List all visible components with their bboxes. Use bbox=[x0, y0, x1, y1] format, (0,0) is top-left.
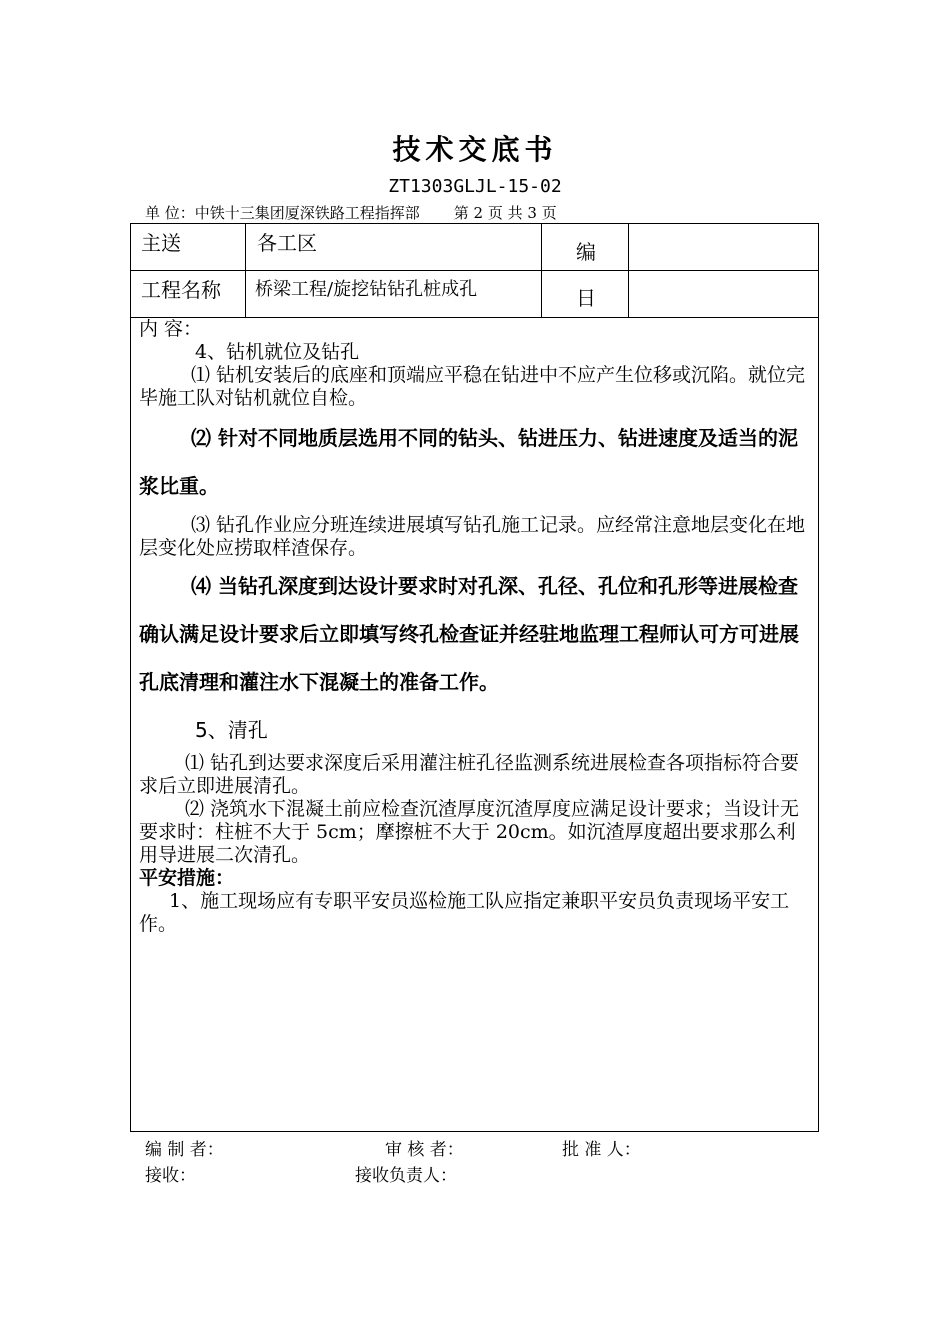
row-divider bbox=[131, 270, 818, 271]
paragraph: ⑵ 针对不同地质层选用不同的钻头、钻进压力、钻进速度及适当的泥浆比重。 bbox=[139, 426, 798, 498]
paragraph: ⑵ 浇筑水下混凝土前应检查沉渣厚度沉渣厚度应满足设计要求；当设计无要求时：柱桩不大于 5cm；摩擦桩不大于 20cm。如沉渣厚度超出要求那么利用导进展二次清孔。 bbox=[139, 798, 800, 866]
document-number: ZT1303GLJL-15-02 bbox=[388, 176, 562, 197]
paragraph: ⑴ 钻机安装后的底座和顶端应平稳在钻进中不应产生位移或沉陷。就位完毕施工队对钻机就位自检。 bbox=[139, 364, 806, 409]
document-title: 技术交底书 bbox=[392, 133, 558, 166]
receiver-lead-label: 接收负责人： bbox=[355, 1166, 457, 1186]
send-to-value: 各工区 bbox=[257, 231, 317, 255]
column-divider bbox=[541, 224, 542, 317]
disclosure-form bbox=[130, 223, 819, 1132]
paragraph: ⑷ 当钻孔深度到达设计要求时对孔深、孔径、孔位和孔形等进展检查确认满足设计要求后立即填写终孔检查证并经驻地监理工程师认可方可进展孔底清理和灌注水下混凝土的准备工作。 bbox=[139, 574, 799, 694]
number-label: 编 bbox=[576, 240, 596, 264]
project-name-label: 工程名称 bbox=[141, 278, 221, 302]
column-divider bbox=[628, 224, 629, 317]
column-divider bbox=[245, 224, 246, 317]
reviewer-label: 审 核 者： bbox=[385, 1140, 464, 1160]
date-label: 日 bbox=[576, 286, 596, 310]
paragraph: 1、施工现场应有专职平安员巡检施工队应指定兼职平安员负责现场平安工作。 bbox=[139, 890, 790, 935]
approver-label: 批 准 人： bbox=[562, 1140, 641, 1160]
content-label: 内 容： bbox=[139, 318, 203, 340]
receiver-label: 接收： bbox=[145, 1166, 196, 1186]
project-name-value: 桥梁工程/旋挖钻钻孔桩成孔 bbox=[255, 279, 478, 300]
section-heading: 4、钻机就位及钻孔 bbox=[195, 341, 360, 363]
paragraph: ⑶ 钻孔作业应分班连续进展填写钻孔施工记录。应经常注意地层变化在地层变化处应捞取样渣保存。 bbox=[139, 514, 806, 559]
send-to-label: 主送 bbox=[141, 231, 181, 255]
paragraph: ⑴ 钻孔到达要求深度后采用灌注桩孔径监测系统进展检查各项指标符合要求后立即进展清孔。 bbox=[139, 752, 800, 797]
section-heading: 5、清孔 bbox=[195, 718, 268, 742]
unit-line bbox=[145, 202, 557, 223]
content-section bbox=[139, 318, 808, 936]
editor-label: 编 制 者： bbox=[145, 1140, 224, 1160]
page-info: 第 2 页 共 3 页 bbox=[453, 204, 557, 222]
safety-heading: 平安措施： bbox=[139, 867, 235, 889]
unit-name: 单 位：中铁十三集团厦深铁路工程指挥部 bbox=[145, 204, 420, 222]
